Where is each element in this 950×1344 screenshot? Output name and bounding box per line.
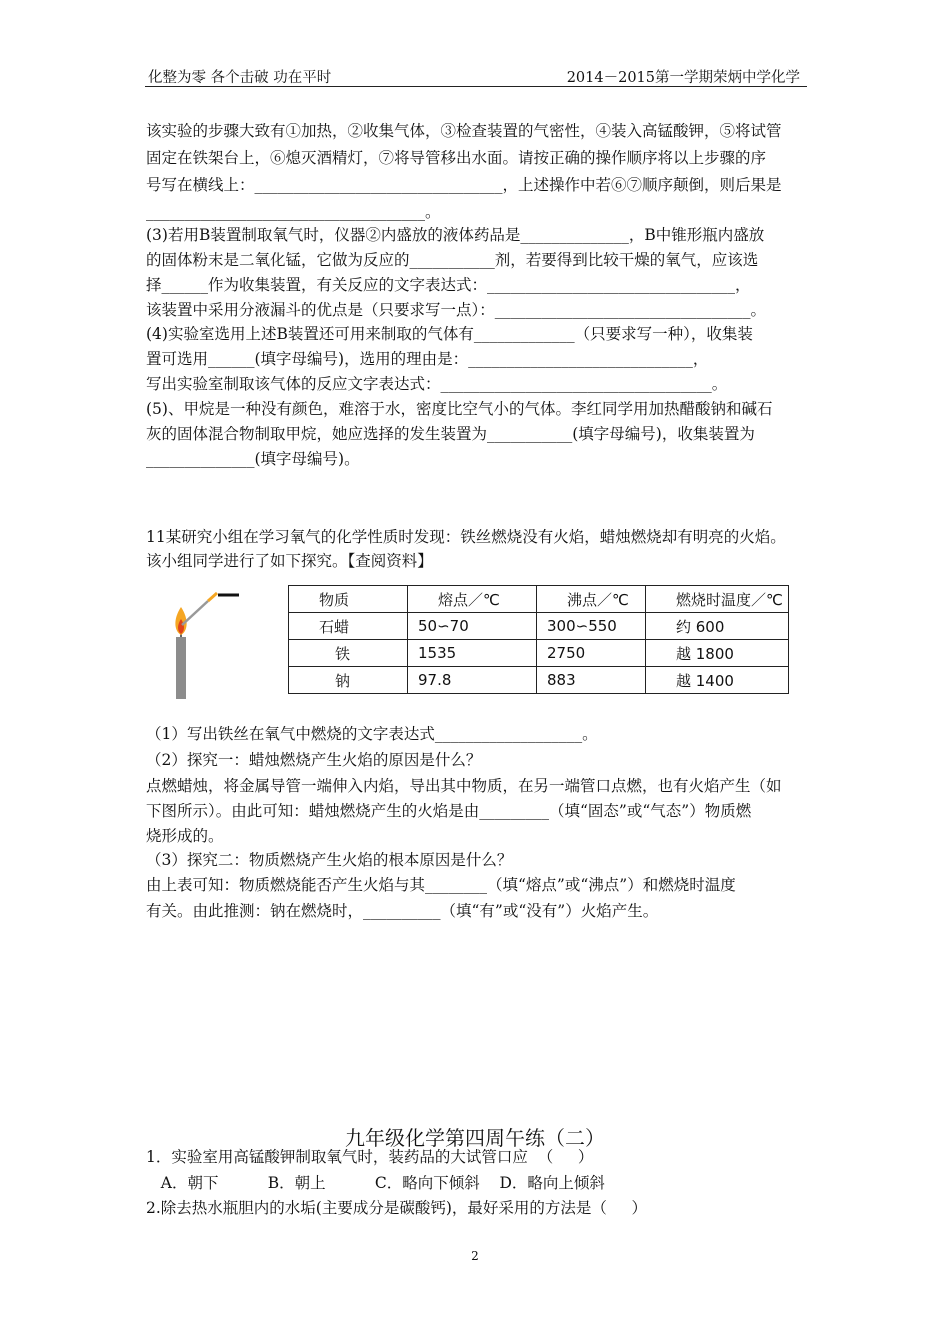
table-header-row (289, 586, 789, 613)
table-cell: 2750 (537, 640, 646, 667)
table-header: 燃烧时温度／℃ (646, 586, 789, 613)
table-header: 沸点／℃ (537, 586, 646, 613)
text-line: (5)、甲烷是一种没有颜色，难溶于水，密度比空气小的气体。李红同学用加热醋酸钠和碱石 (146, 400, 773, 418)
table-cell: 钠 (289, 667, 408, 694)
properties-table (288, 585, 789, 694)
question-11-line: （3）探究二：物质燃烧产生火焰的根本原因是什么？ (146, 851, 513, 869)
table-row (289, 667, 789, 694)
question-11-line: 由上表可知：物质燃烧能否产生火焰与其________（填“熔点”或“沸点”）和燃烧时温度 (146, 876, 736, 894)
text-line: 置可选用______(填字母编号)，选用的理由是：_____________________________， (146, 350, 709, 368)
table-cell: 1535 (408, 640, 537, 667)
table-cell: 越 1800 (646, 640, 789, 667)
text-line: 号写在横线上：________________________________，上述操作中若⑥⑦顺序颠倒，则后果是 (146, 176, 782, 194)
table-cell: 50∽70 (408, 613, 537, 640)
page-number: 2 (471, 1249, 479, 1263)
text-line: 固定在铁架台上，⑥熄灭酒精灯，⑦将导管移出水面。请按正确的操作顺序将以上步骤的序 (146, 149, 767, 167)
table-cell: 铁 (289, 640, 408, 667)
quiz-title: 九年级化学第四周午练（二） (345, 1126, 605, 1150)
text-line: ______________(填字母编号)。 (146, 450, 360, 468)
header-left: 化整为零 各个击破 功在平时 (148, 70, 332, 86)
text-line: 写出实验室制取该气体的反应文字表达式：___________________________________。 (146, 375, 728, 393)
table-cell: 约 600 (646, 613, 789, 640)
quiz-question: 1．实验室用高锰酸钾制取氧气时，装药品的大试管口应 （ ） (146, 1148, 594, 1166)
text-line: 该实验的步骤大致有①加热，②收集气体，③检查装置的气密性，④装入高锰酸钾，⑤将试管 (146, 122, 782, 140)
text-line: 该装置中采用分液漏斗的优点是（只要求写一点）：_________________________________。 (146, 301, 767, 319)
text-line: 择______作为收集装置，有关反应的文字表达式：________________________________， (146, 276, 751, 294)
candle-body (176, 637, 186, 699)
candle-experiment-illustration (165, 585, 245, 700)
question-11-line: （2）探究一：蜡烛燃烧产生火焰的原因是什么？ (146, 751, 482, 769)
table-header: 熔点／℃ (408, 586, 537, 613)
question-11-line: 点燃蜡烛，将金属导管一端伸入内焰，导出其中物质，在另一端管口点燃，也有火焰产生（如 (146, 777, 782, 795)
text-line: (3)若用B装置制取氧气时，仪器②内盛放的液体药品是______________，B中锥形瓶内盛放 (146, 226, 765, 244)
quiz-question: 2.除去热水瓶胆内的水垢(主要成分是碳酸钙)，最好采用的方法是（ ） (146, 1199, 648, 1217)
text-line: (4)实验室选用上述B装置还可用来制取的气体有_____________（只要求写一种），收集装 (146, 325, 753, 343)
question-11-line: 该小组同学进行了如下探究。【查阅资料】 (146, 552, 433, 570)
text-line: 的固体粉末是二氧化锰，它做为反应的___________剂，若要得到比较干燥的氧气，应该选 (146, 251, 759, 269)
table-cell: 883 (537, 667, 646, 694)
question-11-line: 11某研究小组在学习氧气的化学性质时发现：铁丝燃烧没有火焰，蜡烛燃烧却有明亮的火焰。 (146, 528, 786, 546)
quiz-options: A．朝下 B．朝上 C．略向下倾斜 D．略向上倾斜 (146, 1174, 605, 1192)
tube-flame (208, 593, 217, 601)
table-header: 物质 (289, 586, 408, 613)
header-rule (145, 86, 807, 87)
text-line: ____________________________________。 (146, 203, 441, 221)
table-row (289, 640, 789, 667)
question-11-line: （1）写出铁丝在氧气中燃烧的文字表达式___________________。 (146, 725, 598, 743)
question-11-line: 下图所示）。由此可知：蜡烛燃烧产生的火焰是由_________（填“固态”或“气态”）物质燃 (146, 802, 752, 820)
text-line: 灰的固体混合物制取甲烷，她应选择的发生装置为___________(填字母编号)，收集装置为 (146, 425, 755, 443)
question-11-line: 有关。由此推测：钠在燃烧时，__________（填“有”或“没有”）火焰产生。 (146, 902, 659, 920)
header-right: 2014－2015第一学期荣炳中学化学 (566, 70, 800, 86)
table-row (289, 613, 789, 640)
question-11-line: 烧形成的。 (146, 827, 224, 845)
table-cell: 石蜡 (289, 613, 408, 640)
table-cell: 300∽550 (537, 613, 646, 640)
metal-tube (182, 601, 208, 625)
table-cell: 越 1400 (646, 667, 789, 694)
table-cell: 97.8 (408, 667, 537, 694)
